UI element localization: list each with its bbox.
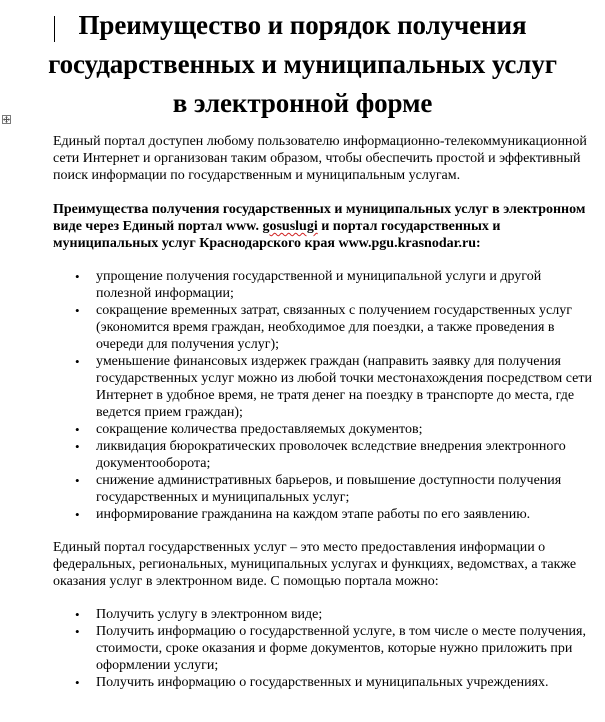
advantage-item [53, 268, 593, 302]
bullet-icon: • [75, 303, 80, 318]
bullet-icon: • [75, 507, 80, 522]
capability-item [53, 674, 593, 691]
advantage-item [53, 438, 593, 472]
title-line-2: государственных и муниципальных услуг [48, 49, 557, 79]
capability-item-text: Получить услугу в электронном виде; [96, 607, 323, 622]
move-arrows-icon [3, 116, 10, 123]
advantage-item [53, 472, 593, 506]
intro-paragraph: Единый портал доступен любому пользователю информационно-телекоммуникационной сети Интернет и организован таким образом, чтобы обеспечить простой и эффективный поиск информации по государственным и муниципальным услугам. [53, 134, 587, 183]
advantage-item [53, 302, 593, 353]
capability-item [53, 606, 593, 623]
capability-item-text: Получить информацию о государственной услуге, в том числе о месте получения, стоимости, сроке оказания и форме документов, которые нужно приложить при оформлении услуги; [96, 624, 586, 673]
advantages-heading-part2: и портал государственных и муниципальных услуг Краснодарского края www.pgu.krasnodar.ru: [53, 219, 501, 251]
advantage-item-text: сокращение количества предоставляемых документов; [96, 422, 423, 437]
bullet-icon: • [75, 607, 80, 622]
portal-paragraph: Единый портал государственных услуг – это место предоставления информации о федеральных, региональных, муниципальных услугах и функциях, ведомствах, а также оказания услуг в электронном виде. С помощью портала можно: [53, 540, 577, 589]
bullet-icon: • [75, 439, 80, 454]
bullet-icon: • [75, 354, 80, 369]
capabilities-list [53, 606, 593, 691]
bullet-icon: • [75, 624, 80, 639]
bullet-icon: • [75, 675, 80, 690]
table-move-handle[interactable] [2, 115, 11, 124]
advantages-heading [53, 201, 593, 252]
bullet-icon: • [75, 422, 80, 437]
capability-item [53, 623, 593, 674]
advantage-item-text: упрощение получения государственной и муниципальной услуги и другой полезной информации; [96, 269, 542, 301]
advantage-item-text: уменьшение финансовых издержек граждан (направить заявку для получения государственных услуг можно из любой точки местонахождения посредством сети Интернет в удобное время, не тратя денег на поездку в транспорте до места, где ведется прием граждан); [96, 354, 592, 420]
advantage-item [53, 421, 593, 438]
advantage-item-text: снижение административных барьеров, и повышение доступности получения государственных и муниципальных услуг; [96, 473, 562, 505]
bullet-icon: • [75, 473, 80, 488]
capability-item-text: Получить информацию о государственных и муниципальных учреждениях. [96, 675, 549, 690]
advantage-item-text: ликвидация бюрократических проволочек вследствие внедрения электронного документооборота; [96, 439, 566, 471]
advantages-list [53, 268, 593, 523]
advantage-item [53, 353, 593, 421]
advantage-item [53, 506, 593, 523]
advantage-item-text: сокращение временных затрат, связанных с получением государственных услуг (экономится время граждан, необходимое для поездки, а также проведения в очереди для получения услуг); [96, 303, 572, 352]
title-line-1: Преимущество и порядок получения [78, 10, 527, 40]
document-body [53, 133, 593, 707]
spellcheck-word[interactable]: gosuslugi [262, 219, 318, 234]
page-title [0, 6, 605, 123]
bullet-icon: • [75, 269, 80, 284]
advantages-heading-part1: Преимущества получения государственных и муниципальных услуг в электронном виде через Единый портал www. [53, 202, 586, 234]
title-line-3: в электронной форме [172, 88, 433, 118]
advantage-item-text: информирование гражданина на каждом этапе работы по его заявлению. [96, 507, 531, 522]
